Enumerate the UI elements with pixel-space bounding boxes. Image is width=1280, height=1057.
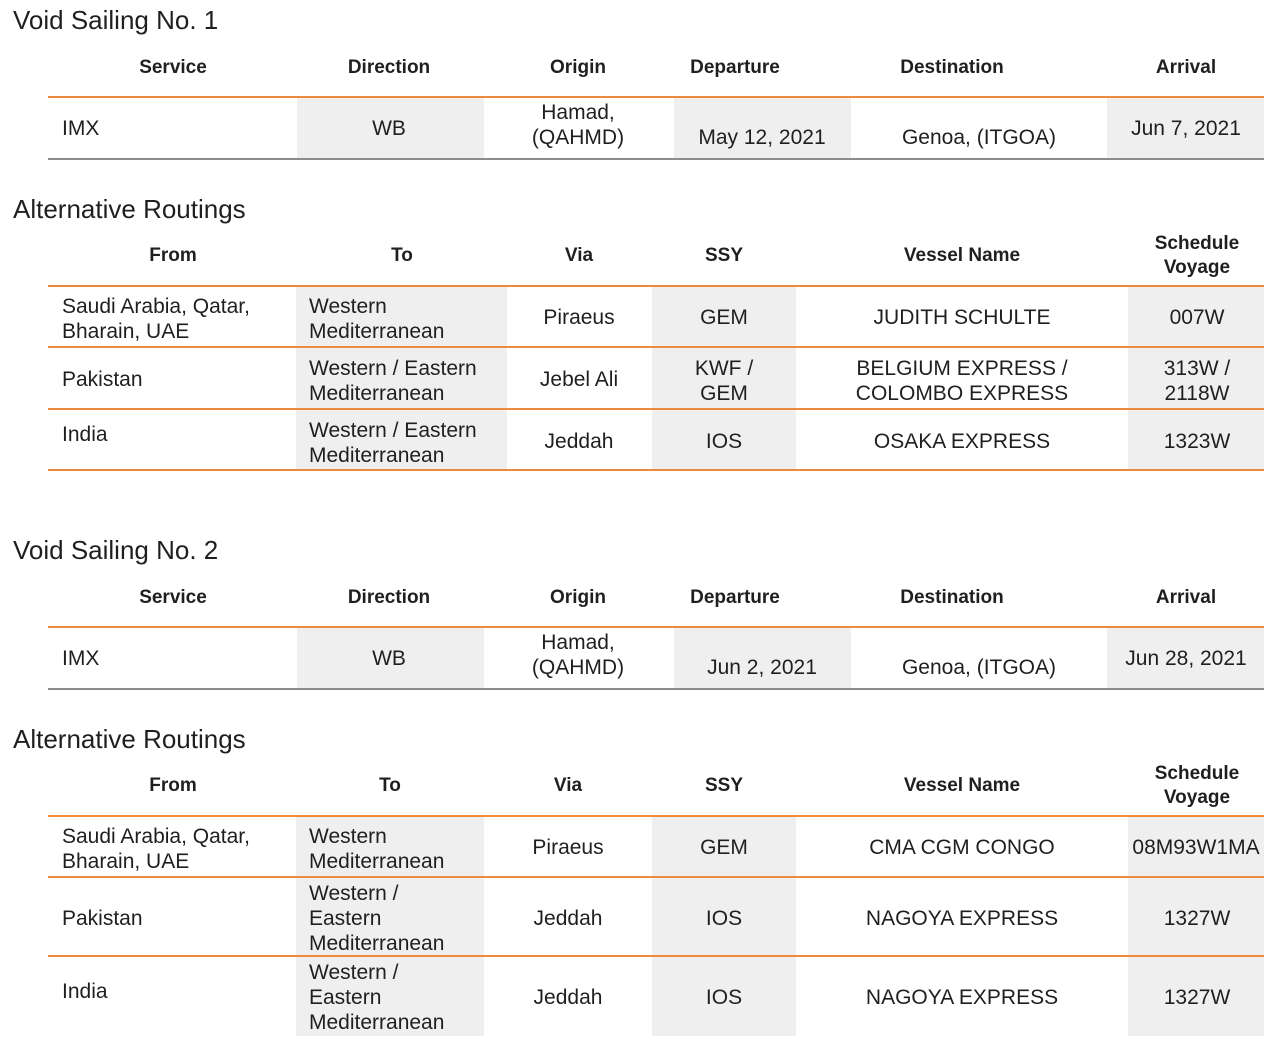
void-sailing-title: Void Sailing No. 1: [13, 5, 219, 35]
from-value: Saudi Arabia, Qatar,: [62, 825, 250, 848]
header-arrival: Arrival: [1155, 587, 1217, 608]
origin-value-line2: (QAHMD): [531, 126, 625, 149]
to-value: Eastern: [309, 907, 382, 930]
vessel-value: COLOMBO EXPRESS: [855, 382, 1069, 405]
via-value: Jeddah: [544, 430, 614, 453]
header-direction: Direction: [347, 587, 431, 608]
vessel-value: OSAKA EXPRESS: [873, 430, 1051, 453]
vessel-value: JUDITH SCHULTE: [873, 306, 1051, 329]
from-value: Bharain, UAE: [62, 320, 190, 343]
header-destination: Destination: [900, 57, 1004, 78]
voyage-value: 007W: [1169, 306, 1225, 329]
to-value: Western / Eastern: [309, 357, 477, 380]
header-from: From: [149, 775, 197, 796]
header-ssy: SSY: [704, 245, 744, 266]
origin-value-line1: Hamad,: [541, 101, 615, 124]
ssy-value: KWF /: [694, 357, 754, 380]
to-value: Mediterranean: [309, 850, 445, 873]
table-rule: [48, 955, 1264, 957]
header-via: Via: [564, 245, 594, 266]
departure-value: Jun 2, 2021: [707, 656, 817, 679]
direction-value: WB: [372, 647, 406, 670]
destination-value: Genoa, (ITGOA): [901, 656, 1057, 679]
table-rule: [48, 876, 1264, 878]
via-value: Jebel Ali: [539, 368, 619, 391]
table-rule: [48, 346, 1264, 348]
via-value: Piraeus: [543, 306, 615, 329]
header-departure: Departure: [690, 57, 780, 78]
to-value: Western: [309, 825, 387, 848]
voyage-value: 1327W: [1163, 986, 1231, 1009]
table-rule: [48, 469, 1264, 471]
header-destination: Destination: [900, 587, 1004, 608]
voyage-value: 313W /: [1163, 357, 1231, 380]
ssy-value: IOS: [705, 907, 743, 930]
header-service: Service: [139, 57, 207, 78]
destination-value: Genoa, (ITGOA): [901, 126, 1057, 149]
direction-value: WB: [372, 117, 406, 140]
header-vessel-name: Vessel Name: [903, 245, 1021, 266]
voyage-value: 08M93W1MA: [1132, 836, 1260, 859]
header-voyage: Voyage: [1163, 787, 1231, 808]
via-value: Piraeus: [532, 836, 604, 859]
via-value: Jeddah: [533, 907, 603, 930]
ssy-value: IOS: [705, 430, 743, 453]
from-value: Bharain, UAE: [62, 850, 190, 873]
to-value: Western /: [309, 961, 399, 984]
header-arrival: Arrival: [1155, 57, 1217, 78]
to-value: Mediterranean: [309, 444, 445, 467]
to-value: Mediterranean: [309, 382, 445, 405]
header-to: To: [379, 775, 401, 796]
origin-value-line2: (QAHMD): [531, 656, 625, 679]
voyage-value: 2118W: [1164, 382, 1230, 405]
header-origin: Origin: [550, 587, 606, 608]
from-value: Saudi Arabia, Qatar,: [62, 295, 250, 318]
to-value: Eastern: [309, 986, 382, 1009]
table-rule: [48, 158, 1264, 160]
ssy-value: IOS: [705, 986, 743, 1009]
header-service: Service: [139, 587, 207, 608]
header-from: From: [149, 245, 197, 266]
vessel-value: CMA CGM CONGO: [869, 836, 1055, 859]
to-value: Mediterranean: [309, 1011, 445, 1034]
departure-value: May 12, 2021: [698, 126, 826, 149]
to-value: Western: [309, 295, 387, 318]
header-vessel-name: Vessel Name: [903, 775, 1021, 796]
header-departure: Departure: [690, 587, 780, 608]
voyage-value: 1327W: [1163, 907, 1231, 930]
to-value: Western /: [309, 882, 399, 905]
table-rule: [48, 688, 1264, 690]
void-sailing-title: Void Sailing No. 2: [13, 535, 219, 565]
table-rule: [48, 626, 1264, 628]
from-value: India: [62, 980, 108, 1003]
vessel-value: NAGOYA EXPRESS: [865, 907, 1059, 930]
arrival-value: Jun 28, 2021: [1125, 647, 1247, 670]
service-value: IMX: [62, 647, 100, 670]
table-rule: [48, 96, 1264, 98]
table-rule: [48, 408, 1264, 410]
via-value: Jeddah: [533, 986, 603, 1009]
header-voyage: Voyage: [1163, 257, 1231, 278]
header-ssy: SSY: [704, 775, 744, 796]
alternative-routings-title: Alternative Routings: [13, 194, 246, 224]
to-value: Mediterranean: [309, 320, 445, 343]
vessel-value: NAGOYA EXPRESS: [865, 986, 1059, 1009]
from-value: India: [62, 423, 108, 446]
from-value: Pakistan: [62, 907, 143, 930]
alternative-routings-title: Alternative Routings: [13, 724, 246, 754]
from-value: Pakistan: [62, 368, 143, 391]
service-value: IMX: [62, 117, 100, 140]
ssy-value: GEM: [700, 836, 748, 859]
header-direction: Direction: [347, 57, 431, 78]
header-origin: Origin: [550, 57, 606, 78]
arrival-value: Jun 7, 2021: [1131, 117, 1241, 140]
header-to: To: [391, 245, 413, 266]
ssy-value: GEM: [700, 306, 748, 329]
to-value: Western / Eastern: [309, 419, 477, 442]
vessel-value: BELGIUM EXPRESS /: [856, 357, 1068, 380]
voyage-value: 1323W: [1163, 430, 1231, 453]
to-value: Mediterranean: [309, 932, 445, 955]
ssy-value: GEM: [700, 382, 748, 405]
header-schedule: Schedule: [1154, 233, 1240, 254]
header-via: Via: [553, 775, 583, 796]
origin-value-line1: Hamad,: [541, 631, 615, 654]
header-schedule: Schedule: [1154, 763, 1240, 784]
